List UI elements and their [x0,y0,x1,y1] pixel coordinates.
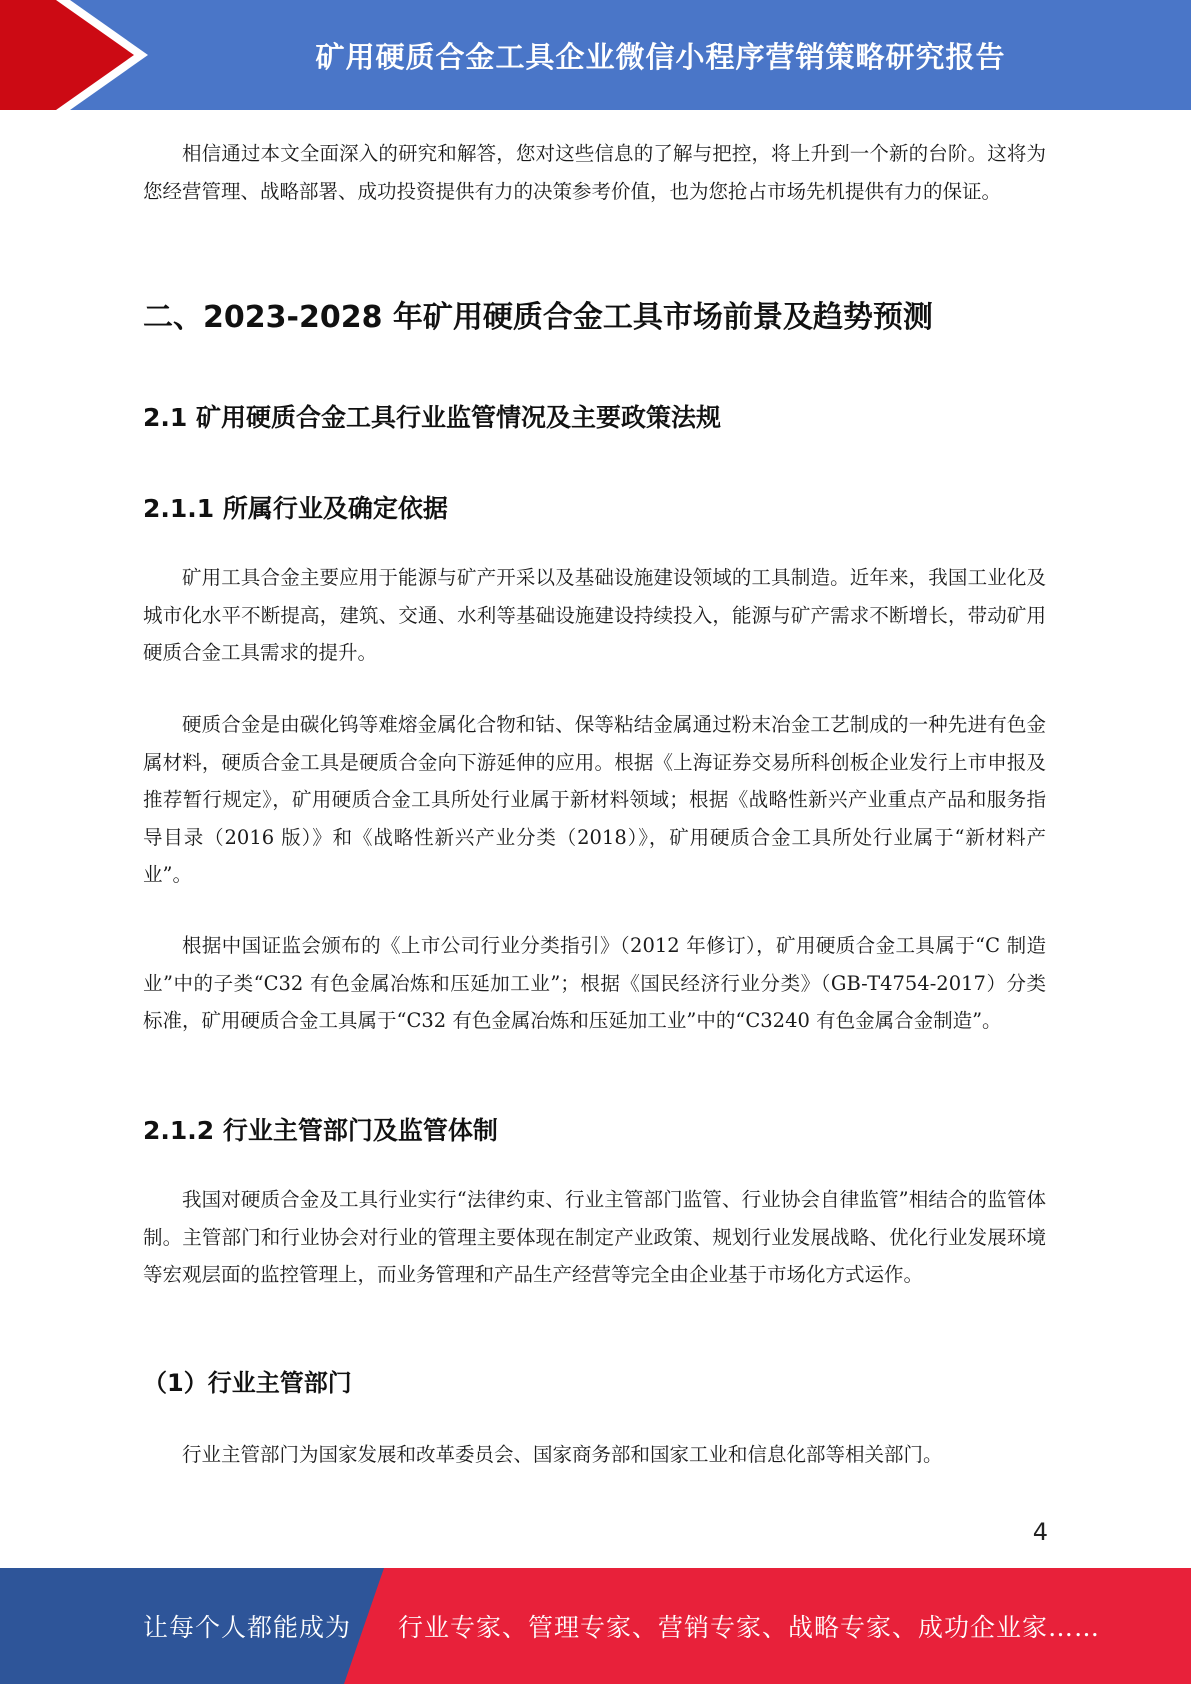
report-title: 矿用硬质合金工具企业微信小程序营销策略研究报告 [315,39,1006,74]
page-number: 4 [1032,1518,1048,1546]
paragraph-1: 矿用工具合金主要应用于能源与矿产开采以及基础设施建设领域的工具制造。近年来，我国工业化及城市化水平不断提高，建筑、交通、水利等基础设施建设持续投入，能源与矿产需求不断增长，带动矿用硬质合金工具需求的提升。 [143,566,1046,664]
paragraph-5: 行业主管部门为国家发展和改革委员会、国家商务部和国家工业和信息化部等相关部门。 [182,1443,943,1466]
subsection-2-1-title: 2.1 矿用硬质合金工具行业监管情况及主要政策法规 [143,403,721,432]
footer-slogan-left: 让每个人都能成为 [143,1613,352,1642]
paragraph-4: 我国对硬质合金及工具行业实行“法律约束、行业主管部门监管、行业协会自律监管”相结合的监管体制。主管部门和行业协会对行业的管理主要体现在制定产业政策、规划行业发展战略、优化行业发展环境等宏观层面的监控管理上，而业务管理和产品生产经营等完全由企业基于市场化方式运作。 [143,1188,1046,1286]
page-header [0,0,1191,110]
subsection-2-1-1-title: 2.1.1 所属行业及确定依据 [143,494,448,523]
subsection-1-title: （1）行业主管部门 [143,1369,352,1397]
section-title: 二、2023-2028 年矿用硬质合金工具市场前景及趋势预测 [143,300,933,335]
footer-slogan-right: 行业专家、管理专家、营销专家、战略专家、成功企业家…… [398,1613,1101,1642]
header-chevron-decoration [0,0,160,110]
paragraph-3: 根据中国证监会颁布的《上市公司行业分类指引》（2012 年修订），矿用硬质合金工具属于“C 制造业”中的子类“C32 有色金属冶炼和压延加工业”；根据《国民经济行业分类》（GB-T4754-2017）分类标准，矿用硬质合金工具属于“C32 有色金属冶炼和压延加工业”中的“C3240 有色金属合金制造”。 [143,934,1046,1032]
intro-paragraph: 相信通过本文全面深入的研究和解答，您对这些信息的了解与把控，将上升到一个新的台阶。这将为您经营管理、战略部署、成功投资提供有力的决策参考价值，也为您抢占市场先机提供有力的保证。 [143,142,1046,203]
page-footer [0,1568,1191,1684]
subsection-2-1-2-title: 2.1.2 行业主管部门及监管体制 [143,1116,498,1145]
paragraph-2: 硬质合金是由碳化钨等难熔金属化合物和钴、保等粘结金属通过粉末冶金工艺制成的一种先进有色金属材料，硬质合金工具是硬质合金向下游延伸的应用。根据《上海证券交易所科创板企业发行上市申报及推荐暂行规定》，矿用硬质合金工具所处行业属于新材料领域；根据《战略性新兴产业重点产品和服务指导目录（2016 版）》和《战略性新兴产业分类（2018）》，矿用硬质合金工具所处行业属于“新材料产业”。 [143,713,1046,886]
